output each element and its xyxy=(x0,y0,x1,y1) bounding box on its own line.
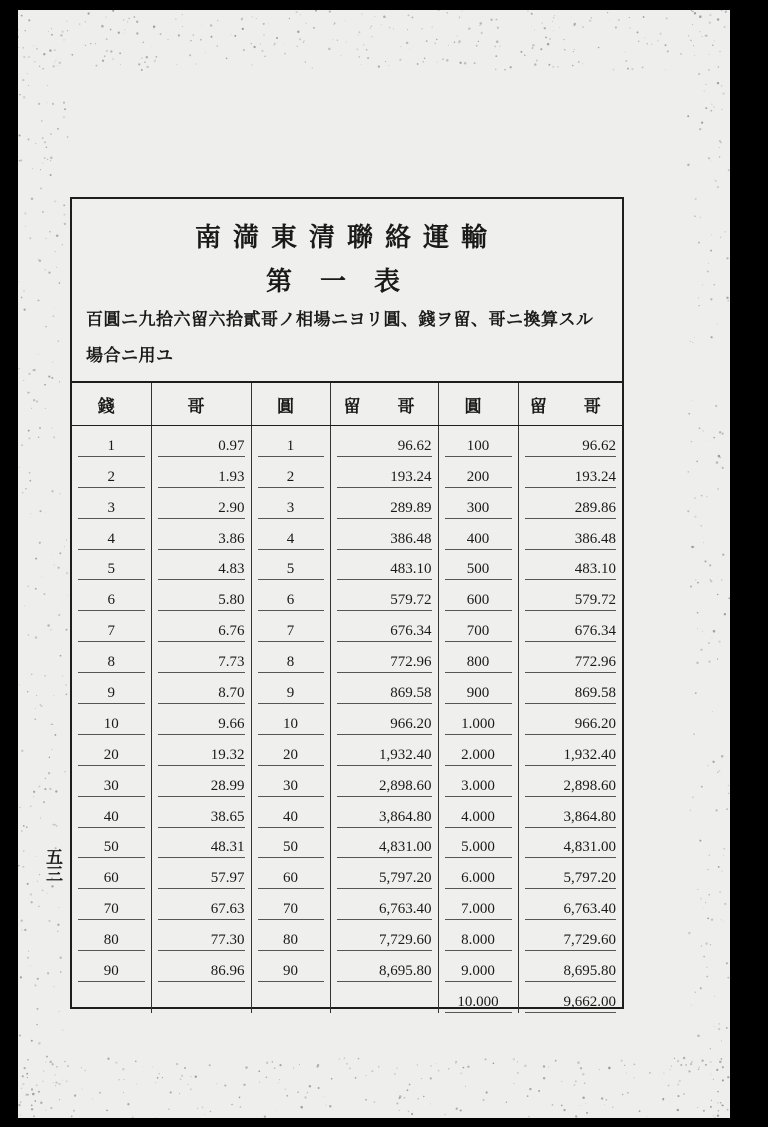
table-cell xyxy=(518,982,622,1013)
cell-value: 1 xyxy=(78,427,145,457)
cell-value: 86.96 xyxy=(158,952,245,982)
cell-value: 400 xyxy=(445,520,512,550)
cell-value: 9 xyxy=(258,674,324,704)
cell-value: 80 xyxy=(258,921,324,951)
cell-value: 700 xyxy=(445,612,512,642)
cell-value: 30 xyxy=(78,767,145,797)
cell-value: 772.96 xyxy=(337,643,432,673)
cell-value: 676.34 xyxy=(525,612,617,642)
column-header: 圓 xyxy=(251,383,330,426)
cell-value: 966.20 xyxy=(337,705,432,735)
table-cell xyxy=(251,519,330,550)
table-row xyxy=(72,488,622,519)
table-cell xyxy=(518,673,622,704)
table-cell xyxy=(330,580,438,611)
table-cell xyxy=(518,828,622,859)
cell-value: 289.86 xyxy=(525,489,617,519)
cell-value xyxy=(78,983,145,1013)
table-cell xyxy=(72,673,151,704)
cell-value: 9.000 xyxy=(445,952,512,982)
cell-value: 90 xyxy=(258,952,324,982)
table-title: 南満東清聯絡運輸 xyxy=(194,223,499,253)
table-cell xyxy=(518,858,622,889)
cell-value: 0.97 xyxy=(158,427,245,457)
cell-value: 28.99 xyxy=(158,767,245,797)
cell-value: 3 xyxy=(258,489,324,519)
table-cell xyxy=(518,550,622,581)
table-cell xyxy=(518,920,622,951)
cell-value: 8.70 xyxy=(158,674,245,704)
table-cell xyxy=(330,673,438,704)
cell-value: 9 xyxy=(78,674,145,704)
table-cell xyxy=(251,580,330,611)
cell-value: 676.34 xyxy=(337,612,432,642)
table-cell xyxy=(72,735,151,766)
cell-value: 966.20 xyxy=(525,705,617,735)
cell-value: 7 xyxy=(78,612,145,642)
table-row xyxy=(72,580,622,611)
cell-value: 2.000 xyxy=(445,736,512,766)
cell-value: 3 xyxy=(78,489,145,519)
table-cell xyxy=(72,982,151,1013)
table-row xyxy=(72,982,622,1013)
table-cell xyxy=(251,766,330,797)
table-row xyxy=(72,951,622,982)
cell-value: 20 xyxy=(258,736,324,766)
table-cell xyxy=(251,920,330,951)
table-cell xyxy=(251,858,330,889)
table-cell xyxy=(330,920,438,951)
table-cell xyxy=(72,426,151,457)
conversion-table xyxy=(72,383,622,1013)
table-cell xyxy=(72,550,151,581)
cell-value: 800 xyxy=(445,643,512,673)
cell-value: 300 xyxy=(445,489,512,519)
cell-value: 289.89 xyxy=(337,489,432,519)
table-cell xyxy=(518,457,622,488)
cell-value: 483.10 xyxy=(337,550,432,580)
table-cell xyxy=(438,426,518,457)
column-header: 留 哥 xyxy=(330,383,438,426)
table-cell xyxy=(330,951,438,982)
cell-value: 8,695.80 xyxy=(337,952,432,982)
table-cell xyxy=(438,611,518,642)
cell-value: 57.97 xyxy=(158,859,245,889)
cell-value: 1,932.40 xyxy=(337,736,432,766)
table-cell xyxy=(518,519,622,550)
table-cell xyxy=(72,858,151,889)
cell-value: 2 xyxy=(258,458,324,488)
table-row xyxy=(72,550,622,581)
table-cell xyxy=(151,611,251,642)
cell-value: 8 xyxy=(78,643,145,673)
table-cell xyxy=(151,550,251,581)
cell-value: 1,932.40 xyxy=(525,736,617,766)
table-cell xyxy=(518,642,622,673)
table-cell xyxy=(151,704,251,735)
cell-value: 30 xyxy=(258,767,324,797)
table-cell xyxy=(151,642,251,673)
table-cell xyxy=(330,889,438,920)
table-cell xyxy=(151,828,251,859)
table-cell xyxy=(518,704,622,735)
cell-value: 7,729.60 xyxy=(337,921,432,951)
cell-value: 4.83 xyxy=(158,550,245,580)
table-cell xyxy=(518,766,622,797)
table-cell xyxy=(438,982,518,1013)
table-cell xyxy=(72,704,151,735)
cell-value: 38.65 xyxy=(158,798,245,828)
table-cell xyxy=(72,920,151,951)
cell-value: 4.000 xyxy=(445,798,512,828)
cell-value: 67.63 xyxy=(158,890,245,920)
table-cell xyxy=(72,457,151,488)
table-cell xyxy=(251,889,330,920)
table-cell xyxy=(330,457,438,488)
cell-value: 7.000 xyxy=(445,890,512,920)
cell-value: 869.58 xyxy=(525,674,617,704)
cell-value: 3,864.80 xyxy=(525,798,617,828)
cell-value: 40 xyxy=(258,798,324,828)
table-cell xyxy=(518,735,622,766)
cell-value: 1.93 xyxy=(158,458,245,488)
table-cell xyxy=(72,580,151,611)
cell-value: 77.30 xyxy=(158,921,245,951)
cell-value: 3,864.80 xyxy=(337,798,432,828)
table-cell xyxy=(438,550,518,581)
table-row xyxy=(72,426,622,457)
cell-value: 9,662.00 xyxy=(525,983,617,1013)
table-cell xyxy=(72,766,151,797)
cell-value: 7.73 xyxy=(158,643,245,673)
table-cell xyxy=(151,920,251,951)
table-row xyxy=(72,673,622,704)
cell-value: 772.96 xyxy=(525,643,617,673)
table-cell xyxy=(151,580,251,611)
cell-value: 5.80 xyxy=(158,581,245,611)
table-cell xyxy=(251,951,330,982)
cell-value: 193.24 xyxy=(525,458,617,488)
column-header: 錢 xyxy=(72,383,151,426)
table-cell xyxy=(438,951,518,982)
cell-value: 9.66 xyxy=(158,705,245,735)
cell-value: 96.62 xyxy=(525,427,617,457)
cell-value: 386.48 xyxy=(525,520,617,550)
cell-value: 60 xyxy=(78,859,145,889)
cell-value: 500 xyxy=(445,550,512,580)
table-cell xyxy=(330,766,438,797)
cell-value: 483.10 xyxy=(525,550,617,580)
table-cell xyxy=(438,673,518,704)
cell-value: 6 xyxy=(258,581,324,611)
table-cell xyxy=(438,828,518,859)
scanned-page xyxy=(18,10,730,1118)
table-cell xyxy=(72,889,151,920)
cell-value: 5 xyxy=(78,550,145,580)
cell-value: 80 xyxy=(78,921,145,951)
cell-value: 6,763.40 xyxy=(525,890,617,920)
cell-value: 579.72 xyxy=(337,581,432,611)
table-cell xyxy=(72,797,151,828)
table-cell xyxy=(518,426,622,457)
table-row xyxy=(72,797,622,828)
table-cell xyxy=(251,550,330,581)
table-cell xyxy=(251,488,330,519)
cell-value: 193.24 xyxy=(337,458,432,488)
table-cell xyxy=(151,519,251,550)
table-cell xyxy=(251,642,330,673)
cell-value: 70 xyxy=(258,890,324,920)
cell-value: 4,831.00 xyxy=(525,828,617,858)
table-cell xyxy=(151,797,251,828)
table-cell xyxy=(518,580,622,611)
table-cell xyxy=(330,519,438,550)
table-cell xyxy=(330,828,438,859)
table-cell xyxy=(438,797,518,828)
cell-value: 869.58 xyxy=(337,674,432,704)
table-cell xyxy=(438,735,518,766)
cell-value: 6 xyxy=(78,581,145,611)
table-cell xyxy=(518,611,622,642)
table-cell xyxy=(330,704,438,735)
table-cell xyxy=(438,580,518,611)
table-cell xyxy=(251,982,330,1013)
cell-value: 4,831.00 xyxy=(337,828,432,858)
table-cell xyxy=(72,488,151,519)
table-row xyxy=(72,642,622,673)
column-header: 哥 xyxy=(151,383,251,426)
table-cell xyxy=(330,488,438,519)
table-cell xyxy=(330,858,438,889)
cell-value: 8,695.80 xyxy=(525,952,617,982)
table-row xyxy=(72,519,622,550)
cell-value: 1 xyxy=(258,427,324,457)
table-cell xyxy=(251,797,330,828)
cell-value: 900 xyxy=(445,674,512,704)
table-cell xyxy=(251,704,330,735)
cell-value: 6.000 xyxy=(445,859,512,889)
header-row xyxy=(72,383,622,426)
cell-value: 2,898.60 xyxy=(525,767,617,797)
cell-value: 10 xyxy=(78,705,145,735)
cell-value: 5 xyxy=(258,550,324,580)
cell-value: 10.000 xyxy=(445,983,512,1013)
table-row xyxy=(72,704,622,735)
table-cell xyxy=(330,642,438,673)
table-cell xyxy=(72,519,151,550)
cell-value: 48.31 xyxy=(158,828,245,858)
table-cell xyxy=(151,951,251,982)
table-cell xyxy=(72,611,151,642)
cell-value: 3.86 xyxy=(158,520,245,550)
table-row xyxy=(72,858,622,889)
cell-value: 7 xyxy=(258,612,324,642)
table-row xyxy=(72,920,622,951)
conversion-note: 百圓ニ九拾六留六拾貳哥ノ相場ニヨリ圓、錢ヲ留、哥ニ換算スル場合ニ用ユ xyxy=(86,310,594,366)
table-row xyxy=(72,611,622,642)
cell-value: 6.76 xyxy=(158,612,245,642)
table-cell xyxy=(438,457,518,488)
cell-value: 50 xyxy=(258,828,324,858)
table-cell xyxy=(518,797,622,828)
cell-value xyxy=(337,983,432,1013)
table-cell xyxy=(251,828,330,859)
cell-value xyxy=(158,983,245,1013)
table-row xyxy=(72,457,622,488)
table-cell xyxy=(151,673,251,704)
cell-value: 8.000 xyxy=(445,921,512,951)
table-cell xyxy=(518,488,622,519)
table-cell xyxy=(438,920,518,951)
table-cell xyxy=(151,982,251,1013)
cell-value xyxy=(258,983,324,1013)
cell-value: 100 xyxy=(445,427,512,457)
table-row xyxy=(72,735,622,766)
table-cell xyxy=(438,519,518,550)
table-cell xyxy=(330,982,438,1013)
table-cell xyxy=(438,642,518,673)
cell-value: 90 xyxy=(78,952,145,982)
table-cell xyxy=(251,673,330,704)
table-cell xyxy=(151,858,251,889)
cell-value: 19.32 xyxy=(158,736,245,766)
table-cell xyxy=(251,611,330,642)
table-row xyxy=(72,889,622,920)
cell-value: 7,729.60 xyxy=(525,921,617,951)
table-cell xyxy=(151,488,251,519)
table-cell xyxy=(330,426,438,457)
cell-value: 5,797.20 xyxy=(337,859,432,889)
cell-value: 70 xyxy=(78,890,145,920)
table-cell xyxy=(151,457,251,488)
table-body xyxy=(72,426,622,1013)
cell-value: 20 xyxy=(78,736,145,766)
cell-value: 2 xyxy=(78,458,145,488)
cell-value: 10 xyxy=(258,705,324,735)
table-cell xyxy=(72,642,151,673)
cell-value: 1.000 xyxy=(445,705,512,735)
cell-value: 386.48 xyxy=(337,520,432,550)
cell-value: 6,763.40 xyxy=(337,890,432,920)
cell-value: 200 xyxy=(445,458,512,488)
cell-value: 600 xyxy=(445,581,512,611)
cell-value: 2.90 xyxy=(158,489,245,519)
table-row xyxy=(72,766,622,797)
table-header-block xyxy=(72,199,622,383)
table-cell xyxy=(518,889,622,920)
table-cell xyxy=(151,766,251,797)
table-cell xyxy=(330,735,438,766)
table-cell xyxy=(438,858,518,889)
cell-value: 3.000 xyxy=(445,767,512,797)
rate-table-frame xyxy=(70,197,624,1009)
cell-value: 5,797.20 xyxy=(525,859,617,889)
column-header: 留 哥 xyxy=(518,383,622,426)
page-number: 五三 xyxy=(42,848,62,882)
cell-value: 4 xyxy=(78,520,145,550)
table-cell xyxy=(151,889,251,920)
table-cell xyxy=(251,426,330,457)
table-cell xyxy=(438,766,518,797)
cell-value: 50 xyxy=(78,828,145,858)
table-subtitle: 第一表 xyxy=(265,267,428,297)
table-cell xyxy=(151,426,251,457)
table-cell xyxy=(330,797,438,828)
table-cell xyxy=(438,704,518,735)
cell-value: 8 xyxy=(258,643,324,673)
cell-value: 4 xyxy=(258,520,324,550)
table-row xyxy=(72,828,622,859)
cell-value: 60 xyxy=(258,859,324,889)
cell-value: 579.72 xyxy=(525,581,617,611)
table-cell xyxy=(438,488,518,519)
table-cell xyxy=(438,889,518,920)
cell-value: 40 xyxy=(78,798,145,828)
table-cell xyxy=(330,550,438,581)
cell-value: 96.62 xyxy=(337,427,432,457)
table-cell xyxy=(518,951,622,982)
cell-value: 2,898.60 xyxy=(337,767,432,797)
cell-value: 5.000 xyxy=(445,828,512,858)
table-cell xyxy=(151,735,251,766)
table-cell xyxy=(330,611,438,642)
table-cell xyxy=(72,828,151,859)
column-header: 圓 xyxy=(438,383,518,426)
table-cell xyxy=(251,735,330,766)
table-cell xyxy=(72,951,151,982)
table-cell xyxy=(251,457,330,488)
